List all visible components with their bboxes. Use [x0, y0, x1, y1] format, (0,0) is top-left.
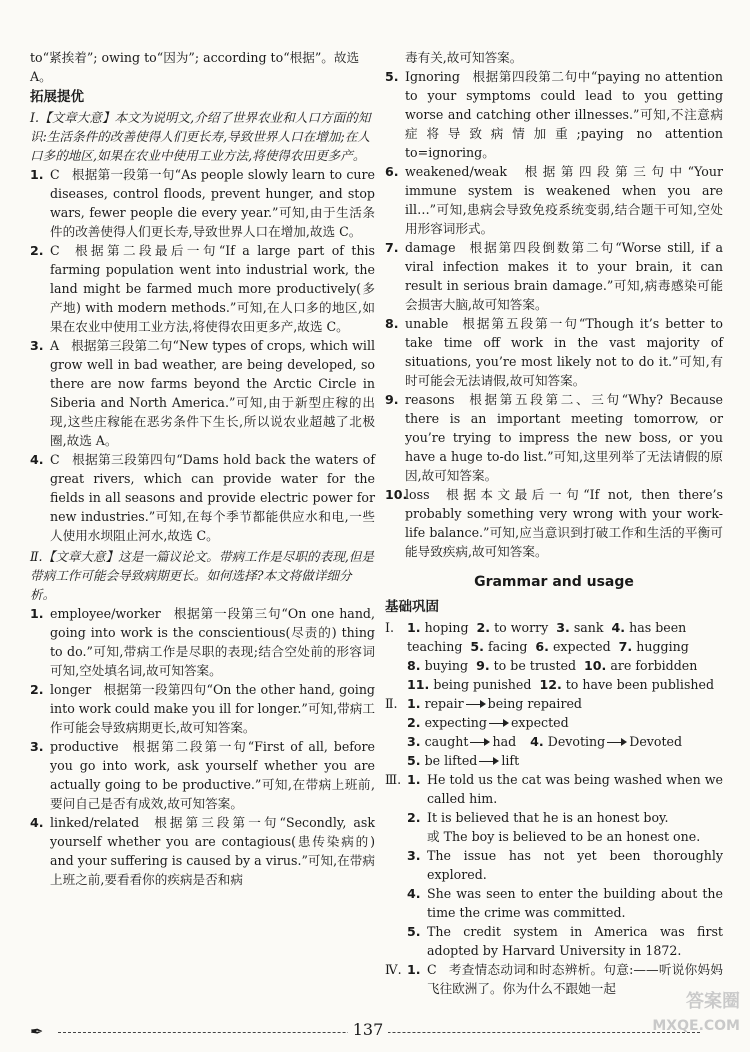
answer-number: 11. [407, 677, 430, 692]
exercise-3 [385, 770, 723, 960]
original-word: expecting [424, 715, 487, 730]
original-word: repair [424, 696, 464, 711]
item-explanation: 根据第二段第一句“First of all, before you go into work, ask yourself whether you are actually going to be productive.”可知,在带病上班前,要问自己是否有成效,故可知答案。 [50, 739, 375, 811]
watermark-line2: MXQE.COM [652, 1018, 740, 1034]
item-number: 8. [385, 316, 399, 331]
answer-item [30, 336, 375, 450]
item-explanation: 根据第一段第四句“On the other hand, going into work could make you ill for longer.”可知,带病工作可能会导致病期更长,故可知答案。 [50, 682, 375, 735]
answer-text: to be trusted [493, 658, 577, 673]
answer-text: to have been published [565, 677, 715, 692]
passage2-answers-continued [385, 67, 723, 561]
sentence-item [407, 827, 723, 846]
fill-answer [612, 618, 687, 637]
answer-number: 6. [535, 639, 549, 654]
answer-text: are forbidden [610, 658, 698, 673]
fill-answer [619, 637, 689, 656]
correction [407, 751, 519, 770]
answer-number: 4. [530, 734, 544, 749]
item-answer: weakened/weak [405, 164, 508, 179]
answer-number: 3. [556, 620, 570, 635]
fill-answer [470, 637, 527, 656]
item-number: 9. [385, 392, 399, 407]
answer-text: sank [573, 620, 604, 635]
item-explanation: 根据第四段倒数第二句“Worse still, if a viral infection makes it to your brain, it can result in serious brain damage.”可知,病毒感染可能会损害大脑,故可知答案。 [405, 240, 723, 312]
item-explanation: 根据第五段第一句“Though it’s better to take time off work in the vast majority of situations, you’re most likely not to do it.”可知,有时可能会无法请假,故可知答案。 [405, 316, 723, 388]
answer-item [30, 737, 375, 813]
answer-number: 2. [407, 715, 421, 730]
item-number: 1. [407, 772, 421, 787]
roman-numeral: Ⅲ. [385, 772, 402, 787]
answer-number: 3. [407, 734, 421, 749]
item-answer: Ignoring [405, 69, 460, 84]
continued-text: 毒有关,故可知答案。 [405, 50, 523, 65]
correction-row [407, 732, 723, 751]
answer-number: 5. [407, 753, 421, 768]
answer-number: 1. [407, 696, 421, 711]
correction [407, 694, 582, 713]
answer-item [30, 604, 375, 680]
passage2-answers [30, 604, 375, 889]
answer-item [385, 162, 723, 238]
corrected-word: had [492, 734, 517, 749]
arrow-icon [470, 737, 490, 747]
item-explanation: 根据第三段第二句“New types of crops, which will grow well in bad weather, are being developed, so there are now farms beyond the Arctic Circle in Siberia and North America.”可知,由于新型庄稼的出现,这些庄稼能在恶劣条件下生长,所以说农业超越了北极圈,故选 A。 [50, 338, 375, 448]
answer-text: to worry [494, 620, 549, 635]
exercise-block [385, 618, 723, 694]
answer-text: expected [552, 639, 611, 654]
answer-item [30, 680, 375, 737]
item-answer: loss [405, 487, 430, 502]
watermark-line1: 答案圈 [686, 991, 740, 1012]
exercise-block [385, 694, 723, 770]
exercise-2 [385, 694, 723, 770]
fill-answer [407, 637, 462, 656]
item-answer: C [50, 452, 60, 467]
section-title-jichu: 基础巩固 [385, 599, 439, 615]
sentence-text: He told us the cat was being washed when we called him. [427, 772, 723, 806]
fill-answer [535, 637, 610, 656]
answer-row [407, 675, 723, 694]
answer-row [407, 637, 723, 656]
arrow-icon [466, 699, 486, 709]
answer-number: 7. [618, 639, 633, 654]
answer-text: hugging [636, 639, 689, 654]
answer-number: 1. [407, 620, 421, 635]
answer-item [385, 485, 723, 561]
grammar-heading: Grammar and usage [474, 574, 634, 590]
answer-text: teaching [407, 639, 463, 654]
answer-number: 8. [407, 658, 421, 673]
item-number: 3. [30, 338, 44, 353]
item-answer: C [50, 243, 60, 258]
original-word: Devoting [547, 734, 606, 749]
arrow-icon [479, 756, 499, 766]
item-explanation: 根据第一段第三句“On one hand, going into work is the conscientious(尽责的) thing to do.”可知,带病工作是尽职的表现;结合空处前的形容词可知,空处填名词,故可知答案。 [50, 606, 375, 678]
item-number: 5. [407, 924, 421, 939]
item-answer: employee/worker [50, 606, 161, 621]
item-explanation: 根据第三段第四句“Dams hold back the waters of great rivers, which can provide water for the fields in all seasons and provide electric power for new industries.”可知,在每个季节都能供应水和电,一些人使用水坝阻止河水,故选 C。 [50, 452, 375, 543]
item-answer: unable [405, 316, 449, 331]
answer-text: hoping [424, 620, 469, 635]
answer-item [30, 241, 375, 336]
item-number: 4. [407, 886, 421, 901]
correction [407, 713, 569, 732]
item-number: 4. [30, 452, 44, 467]
corrected-word: being repaired [487, 696, 582, 711]
answer-item [30, 813, 375, 889]
item-number: 1. [407, 962, 421, 977]
answer-number: 10. [584, 658, 607, 673]
fill-answer [556, 618, 603, 637]
item-explanation: 根据第四段第二句中“paying no attention to your symptoms could lead to you getting worse and catching other illnesses.”可知,不注意病症将导致病情加重;paying no attention to=ignoring。 [405, 69, 723, 160]
corrected-word: expected [510, 715, 569, 730]
page-footer [30, 1018, 730, 1048]
item-answer: A [50, 338, 60, 353]
item-number: 6. [385, 164, 399, 179]
item-number: 2. [30, 682, 44, 697]
item-number: 4. [30, 815, 44, 830]
item-explanation: 根据第四段第三句中“Your immune system is weakened when you are ill…”可知,患病会导致免疫系统变弱,结合题干可知,空处用形容词形式。 [405, 164, 723, 236]
answer-item [385, 67, 723, 162]
answer-item [30, 165, 375, 241]
sentence-text: The credit system in America was first adopted by Harvard University in 1872. [427, 924, 723, 958]
fill-answer [539, 675, 714, 694]
corrected-word: Devoted [629, 734, 683, 749]
sentence-text: 或 The boy is believed to be an honest one. [427, 829, 701, 844]
item-number: 3. [30, 739, 44, 754]
left-column [30, 48, 375, 889]
item-answer: linked/related [50, 815, 140, 830]
answer-text: facing [487, 639, 528, 654]
correction-row [407, 751, 723, 770]
original-word: caught [424, 734, 469, 749]
exercise-1 [385, 618, 723, 694]
answer-row [407, 656, 723, 675]
fill-answer [407, 656, 468, 675]
item-number: 10. [385, 487, 408, 502]
item-number: 7. [385, 240, 399, 255]
answer-number: 4. [611, 620, 626, 635]
arrow-icon [607, 737, 627, 747]
correction-row [407, 694, 723, 732]
item-explanation: 根据本文最后一句“If not, then there’s probably something very wrong with your work-life balance.”可知,应当意识到打破工作和生活的平衡可能导致疾病,故可知答案。 [405, 487, 723, 559]
fill-answer [407, 675, 531, 694]
sentence-item [407, 808, 723, 827]
sentence-item [407, 922, 723, 960]
fill-answer [476, 656, 576, 675]
sentence-text: It is believed that he is an honest boy. [427, 810, 669, 825]
answer-number: 9. [476, 658, 490, 673]
sentence-item [407, 884, 723, 922]
answer-number: 12. [539, 677, 562, 692]
sentence-text: The issue has not yet been thoroughly explored. [427, 848, 723, 882]
item-explanation: 根据第一段第一句“As people slowly learn to cure diseases, control floods, prevent hunger, and stop wars, fewer people die every year.”可知,由于生活条件的改善使得人们更长寿,导致世界人口在增加,故选 C。 [50, 167, 375, 239]
exercise-block [385, 770, 723, 960]
correction [530, 732, 682, 751]
intro-text: to“紧挨着”; owing to“因为”; according to“根据”。故选 A。 [30, 50, 360, 84]
pen-icon: ✒ [30, 1022, 44, 1041]
fill-answer [477, 618, 549, 637]
answer-row [407, 618, 723, 637]
answer-item [385, 314, 723, 390]
original-word: be lifted [424, 753, 478, 768]
item-explanation: 根据第二段最后一句“If a large part of this farming population went into industrial work, the land might be farmed much more productively(多产地) with modern methods.”可知,在人口多的地区,如果在农业中使用工业方法,将使得农田更多产,故选 C。 [50, 243, 375, 334]
item-answer: longer [50, 682, 92, 697]
arrow-icon [489, 718, 509, 728]
watermark-logo [652, 990, 740, 1038]
item-answer: damage [405, 240, 456, 255]
item-explanation: 根据第三段第一句“Secondly, ask yourself whether you are contagious(患传染病的) and your suffering is caused by a virus.”可知,在带病上班之前,要看看你的疾病是否和病 [50, 815, 375, 887]
roman-numeral: Ⅳ. [385, 962, 402, 977]
answer-number: 2. [476, 620, 491, 635]
item-number: 2. [407, 810, 421, 825]
item-number: 1. [30, 167, 44, 182]
item-answer: C [427, 962, 437, 977]
answer-item [385, 238, 723, 314]
fill-answer [584, 656, 697, 675]
corrected-word: lift [501, 753, 520, 768]
item-number: 5. [385, 69, 399, 84]
answer-item [30, 450, 375, 545]
sentence-text: She was seen to enter the building about the time the crime was committed. [427, 886, 723, 920]
correction [407, 732, 516, 751]
answer-text: buying [424, 658, 469, 673]
item-answer: reasons [405, 392, 455, 407]
fill-answer [407, 618, 469, 637]
passage1-answers [30, 165, 375, 545]
item-answer: productive [50, 739, 119, 754]
roman-numeral: Ⅰ. [385, 620, 394, 635]
answer-item [385, 390, 723, 485]
passage1-summary: Ⅰ.【文章大意】本文为说明文,介绍了世界农业和人口方面的知识:生活条件的改善使得人们更长寿,导致世界人口在增加;在人口多的地区,如果在农业中使用工业方法,将使得农田更多产。 [30, 110, 371, 163]
item-number: 3. [407, 848, 421, 863]
section-title-tuozhan: 拓展提优 [30, 89, 84, 105]
item-explanation: 根据第五段第二、三句“Why? Because there is an important meeting tomorrow, or you’re trying to impress the new boss, or you have a huge to-do list.”可知,这里列举了无法请假的原因,故可知答案。 [405, 392, 723, 483]
item-number: 1. [30, 606, 44, 621]
answer-text: has been [629, 620, 687, 635]
sentence-item [407, 770, 723, 808]
item-answer: C [50, 167, 60, 182]
answer-number: 5. [470, 639, 484, 654]
item-explanation: 考查情态动词和时态辨析。句意:——听说你妈妈飞往欧洲了。你为什么不跟她一起 [427, 962, 723, 996]
roman-numeral: Ⅱ. [385, 696, 398, 711]
right-column [385, 48, 723, 998]
sentence-item [407, 846, 723, 884]
passage2-summary: Ⅱ.【文章大意】这是一篇议论文。带病工作是尽职的表现,但是带病工作可能会导致病期更长。如何选择?本文将做详细分析。 [30, 549, 375, 602]
item-number: 2. [30, 243, 44, 258]
answer-text: being punished [433, 677, 532, 692]
page-number: 137 [348, 1020, 388, 1039]
